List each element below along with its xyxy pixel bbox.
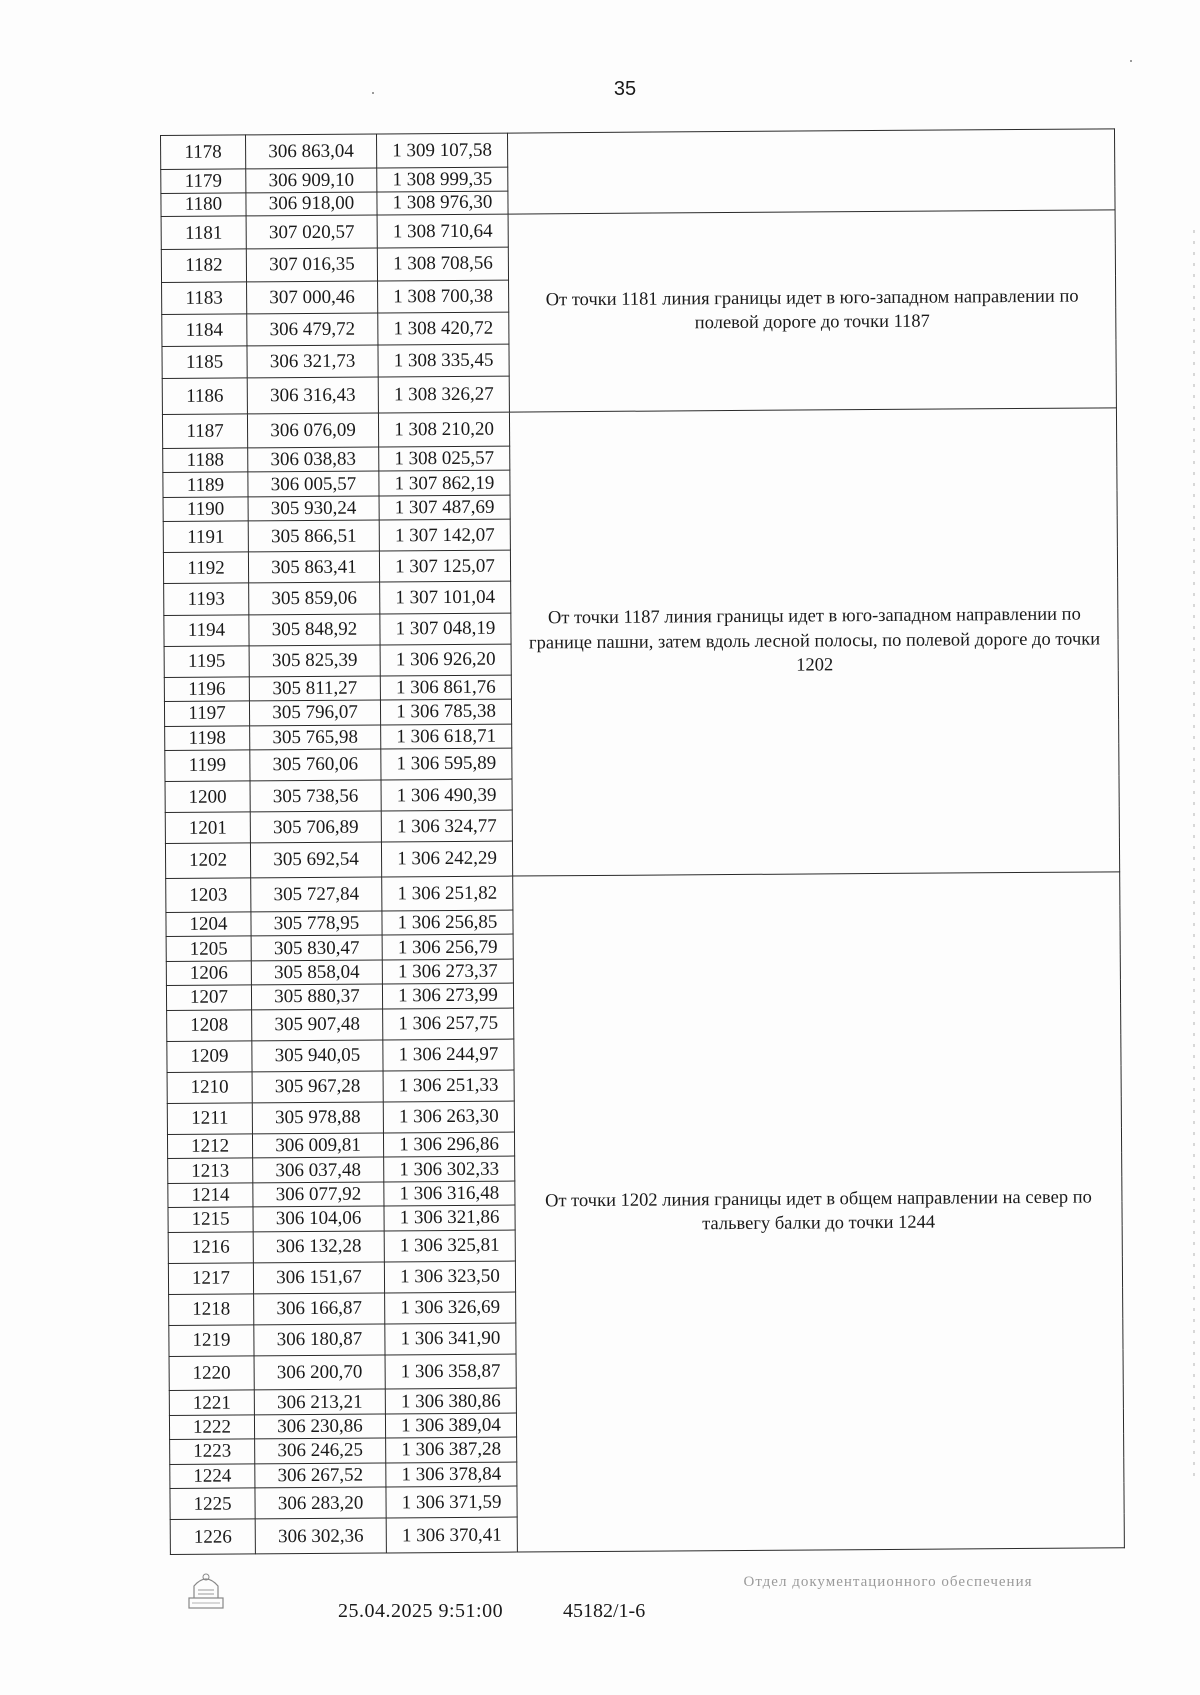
scan-speck bbox=[1130, 60, 1132, 62]
y-coordinate-cell: 1 306 256,85 bbox=[382, 910, 513, 935]
point-number-cell: 1189 bbox=[163, 472, 248, 497]
x-coordinate-cell: 305 863,41 bbox=[248, 551, 379, 583]
point-number-cell: 1192 bbox=[163, 552, 248, 584]
y-coordinate-cell: 1 306 926,20 bbox=[380, 644, 511, 676]
point-number-cell: 1206 bbox=[166, 961, 251, 986]
x-coordinate-cell: 307 020,57 bbox=[246, 215, 377, 249]
y-coordinate-cell: 1 306 595,89 bbox=[381, 748, 512, 780]
y-coordinate-cell: 1 308 335,45 bbox=[378, 344, 509, 377]
y-coordinate-cell: 1 308 999,35 bbox=[377, 167, 508, 191]
x-coordinate-cell: 306 230,86 bbox=[254, 1414, 385, 1439]
point-number-cell: 1185 bbox=[162, 346, 247, 379]
y-coordinate-cell: 1 306 321,86 bbox=[384, 1205, 515, 1230]
point-number-cell: 1187 bbox=[162, 413, 247, 448]
y-coordinate-cell: 1 308 976,30 bbox=[377, 191, 508, 215]
x-coordinate-cell: 306 246,25 bbox=[255, 1438, 386, 1463]
boundary-description-text: От точки 1181 линия границы идет в юго-западном направлении по полевой дороге до точки 1187 bbox=[545, 286, 1079, 334]
x-coordinate-cell: 306 180,87 bbox=[254, 1324, 385, 1356]
y-coordinate-cell: 1 308 210,20 bbox=[378, 412, 509, 447]
boundary-description-cell bbox=[513, 871, 1125, 1552]
x-coordinate-cell: 305 858,04 bbox=[251, 960, 382, 985]
x-coordinate-cell: 306 076,09 bbox=[247, 413, 378, 448]
point-number-cell: 1219 bbox=[169, 1325, 254, 1357]
point-number-cell: 1212 bbox=[167, 1134, 252, 1159]
point-number-cell: 1183 bbox=[162, 281, 247, 314]
y-coordinate-cell: 1 308 326,27 bbox=[378, 376, 509, 412]
x-coordinate-cell: 305 859,06 bbox=[249, 582, 380, 614]
x-coordinate-cell: 305 825,39 bbox=[249, 645, 380, 677]
point-number-cell: 1186 bbox=[162, 378, 247, 414]
point-number-cell: 1214 bbox=[168, 1183, 253, 1208]
x-coordinate-cell: 306 479,72 bbox=[247, 313, 378, 346]
point-number-cell: 1194 bbox=[164, 614, 249, 646]
point-number-cell: 1188 bbox=[163, 448, 248, 473]
x-coordinate-cell: 306 077,92 bbox=[253, 1182, 384, 1207]
y-coordinate-cell: 1 306 341,90 bbox=[385, 1323, 516, 1355]
coordinates-table bbox=[160, 128, 1125, 1555]
x-coordinate-cell: 305 796,07 bbox=[249, 700, 380, 725]
x-coordinate-cell: 306 038,83 bbox=[248, 447, 379, 472]
point-number-cell: 1210 bbox=[167, 1072, 252, 1104]
x-coordinate-cell: 306 166,87 bbox=[254, 1293, 385, 1325]
point-number-cell: 1222 bbox=[169, 1415, 254, 1440]
point-number-cell: 1202 bbox=[165, 843, 250, 878]
point-number-cell: 1196 bbox=[164, 677, 249, 702]
x-coordinate-cell: 305 830,47 bbox=[251, 935, 382, 960]
x-coordinate-cell: 305 866,51 bbox=[248, 520, 379, 552]
x-coordinate-cell: 305 930,24 bbox=[248, 496, 379, 521]
x-coordinate-cell: 306 151,67 bbox=[253, 1262, 384, 1294]
y-coordinate-cell: 1 306 296,86 bbox=[383, 1132, 514, 1157]
x-coordinate-cell: 306 213,21 bbox=[254, 1389, 385, 1414]
y-coordinate-cell: 1 306 242,29 bbox=[381, 841, 512, 876]
point-number-cell: 1211 bbox=[167, 1103, 252, 1135]
y-coordinate-cell: 1 306 325,81 bbox=[384, 1230, 515, 1262]
y-coordinate-cell: 1 306 326,69 bbox=[385, 1292, 516, 1324]
point-number-cell: 1223 bbox=[170, 1439, 255, 1464]
x-coordinate-cell: 305 738,56 bbox=[250, 780, 381, 812]
y-coordinate-cell: 1 306 389,04 bbox=[385, 1413, 516, 1438]
point-number-cell: 1226 bbox=[170, 1519, 255, 1554]
y-coordinate-cell: 1 306 861,76 bbox=[380, 675, 511, 700]
y-coordinate-cell: 1 308 710,64 bbox=[377, 214, 508, 248]
table-row bbox=[166, 871, 1120, 912]
y-coordinate-cell: 1 306 251,33 bbox=[383, 1070, 514, 1102]
point-number-cell: 1197 bbox=[164, 701, 249, 726]
point-number-cell: 1178 bbox=[161, 135, 246, 170]
y-coordinate-cell: 1 306 273,37 bbox=[382, 959, 513, 984]
y-coordinate-cell: 1 306 244,97 bbox=[383, 1039, 514, 1071]
point-number-cell: 1209 bbox=[167, 1041, 252, 1073]
point-number-cell: 1220 bbox=[169, 1356, 254, 1391]
y-coordinate-cell: 1 306 618,71 bbox=[381, 724, 512, 749]
y-coordinate-cell: 1 306 490,39 bbox=[381, 779, 512, 811]
x-coordinate-cell: 306 302,36 bbox=[255, 1518, 386, 1554]
y-coordinate-cell: 1 308 025,57 bbox=[379, 446, 510, 471]
point-number-cell: 1224 bbox=[170, 1464, 255, 1489]
x-coordinate-cell: 306 104,06 bbox=[253, 1206, 384, 1231]
boundary-description-cell bbox=[509, 407, 1119, 875]
point-number-cell: 1199 bbox=[165, 750, 250, 782]
x-coordinate-cell: 306 200,70 bbox=[254, 1355, 385, 1390]
y-coordinate-cell: 1 306 324,77 bbox=[381, 810, 512, 842]
point-number-cell: 1217 bbox=[168, 1263, 253, 1295]
x-coordinate-cell: 306 863,04 bbox=[246, 134, 377, 169]
table-row bbox=[161, 129, 1115, 170]
x-coordinate-cell: 306 316,43 bbox=[247, 377, 378, 413]
x-coordinate-cell: 306 918,00 bbox=[246, 192, 377, 216]
x-coordinate-cell: 305 778,95 bbox=[251, 911, 382, 936]
x-coordinate-cell: 305 706,89 bbox=[250, 811, 381, 843]
y-coordinate-cell: 1 308 700,38 bbox=[378, 280, 509, 313]
point-number-cell: 1195 bbox=[164, 645, 249, 677]
x-coordinate-cell: 306 267,52 bbox=[255, 1463, 386, 1488]
x-coordinate-cell: 306 009,81 bbox=[252, 1133, 383, 1158]
scan-edge-noise bbox=[1193, 230, 1195, 1480]
x-coordinate-cell: 306 132,28 bbox=[253, 1231, 384, 1263]
y-coordinate-cell: 1 306 263,30 bbox=[383, 1101, 514, 1133]
point-number-cell: 1213 bbox=[168, 1158, 253, 1183]
y-coordinate-cell: 1 306 387,28 bbox=[386, 1437, 517, 1462]
y-coordinate-cell: 1 309 107,58 bbox=[376, 133, 507, 168]
x-coordinate-cell: 305 940,05 bbox=[252, 1040, 383, 1072]
point-number-cell: 1201 bbox=[165, 812, 250, 844]
x-coordinate-cell: 307 016,35 bbox=[246, 248, 377, 281]
y-coordinate-cell: 1 306 251,82 bbox=[382, 876, 513, 911]
footer-date: 25.04.2025 9:51:00 bbox=[338, 1600, 504, 1622]
point-number-cell: 1225 bbox=[170, 1488, 255, 1520]
point-number-cell: 1180 bbox=[161, 193, 246, 217]
table-row bbox=[162, 407, 1116, 448]
footer-stamp: Отдел документационного обеспечения bbox=[743, 1574, 1033, 1590]
boundary-description-cell bbox=[508, 210, 1116, 412]
point-number-cell: 1193 bbox=[164, 583, 249, 615]
y-coordinate-cell: 1 308 708,56 bbox=[377, 247, 508, 280]
point-number-cell: 1218 bbox=[169, 1294, 254, 1326]
x-coordinate-cell: 305 880,37 bbox=[251, 984, 382, 1009]
x-coordinate-cell: 305 692,54 bbox=[250, 842, 381, 877]
point-number-cell: 1179 bbox=[161, 169, 246, 193]
y-coordinate-cell: 1 307 048,19 bbox=[380, 613, 511, 645]
y-coordinate-cell: 1 307 125,07 bbox=[379, 550, 510, 582]
x-coordinate-cell: 306 283,20 bbox=[255, 1487, 386, 1519]
point-number-cell: 1191 bbox=[163, 521, 248, 553]
x-coordinate-cell: 305 760,06 bbox=[250, 749, 381, 781]
y-coordinate-cell: 1 306 257,75 bbox=[383, 1008, 514, 1040]
x-coordinate-cell: 305 727,84 bbox=[251, 877, 382, 912]
x-coordinate-cell: 307 000,46 bbox=[247, 281, 378, 314]
point-number-cell: 1198 bbox=[165, 725, 250, 750]
point-number-cell: 1200 bbox=[165, 781, 250, 813]
y-coordinate-cell: 1 306 785,38 bbox=[380, 699, 511, 724]
y-coordinate-cell: 1 307 862,19 bbox=[379, 470, 510, 495]
x-coordinate-cell: 305 811,27 bbox=[249, 676, 380, 701]
page-number: 35 bbox=[613, 78, 637, 100]
x-coordinate-cell: 306 005,57 bbox=[248, 471, 379, 496]
y-coordinate-cell: 1 306 378,84 bbox=[386, 1462, 517, 1487]
boundary-description-text: От точки 1187 линия границы идет в юго-западном направлении по границе пашни, затем вдоль лесной полосы, по полевой дороге до точки 1202 bbox=[528, 605, 1101, 676]
boundary-description-text: От точки 1202 линия границы идет в общем направлении на север по тальвегу балки до точки 1244 bbox=[544, 1187, 1092, 1235]
y-coordinate-cell: 1 306 323,50 bbox=[384, 1261, 515, 1293]
point-number-cell: 1204 bbox=[166, 912, 251, 937]
table-row bbox=[161, 210, 1115, 250]
point-number-cell: 1181 bbox=[161, 216, 246, 250]
x-coordinate-cell: 305 848,92 bbox=[249, 613, 380, 645]
x-coordinate-cell: 305 907,48 bbox=[252, 1009, 383, 1041]
y-coordinate-cell: 1 306 371,59 bbox=[386, 1486, 517, 1518]
boundary-description-text bbox=[520, 169, 1102, 173]
x-coordinate-cell: 306 037,48 bbox=[253, 1157, 384, 1182]
y-coordinate-cell: 1 307 487,69 bbox=[379, 495, 510, 520]
point-number-cell: 1221 bbox=[169, 1390, 254, 1415]
scan-speck bbox=[372, 92, 374, 94]
y-coordinate-cell: 1 306 358,87 bbox=[385, 1354, 516, 1389]
point-number-cell: 1216 bbox=[168, 1232, 253, 1264]
y-coordinate-cell: 1 306 273,99 bbox=[382, 983, 513, 1008]
y-coordinate-cell: 1 307 101,04 bbox=[380, 581, 511, 613]
point-number-cell: 1205 bbox=[166, 936, 251, 961]
y-coordinate-cell: 1 308 420,72 bbox=[378, 312, 509, 345]
y-coordinate-cell: 1 307 142,07 bbox=[379, 519, 510, 551]
point-number-cell: 1190 bbox=[163, 497, 248, 522]
point-number-cell: 1203 bbox=[166, 877, 251, 912]
x-coordinate-cell: 306 909,10 bbox=[246, 168, 377, 192]
x-coordinate-cell: 305 978,88 bbox=[252, 1102, 383, 1134]
boundary-description-cell bbox=[507, 129, 1115, 214]
footer-code: 45182/1-6 bbox=[563, 1600, 646, 1622]
y-coordinate-cell: 1 306 380,86 bbox=[385, 1388, 516, 1413]
point-number-cell: 1207 bbox=[166, 985, 251, 1010]
point-number-cell: 1215 bbox=[168, 1207, 253, 1232]
point-number-cell: 1208 bbox=[167, 1010, 252, 1042]
y-coordinate-cell: 1 306 316,48 bbox=[384, 1181, 515, 1206]
coat-of-arms-icon bbox=[186, 1568, 226, 1612]
x-coordinate-cell: 305 967,28 bbox=[252, 1071, 383, 1103]
point-number-cell: 1184 bbox=[162, 314, 247, 347]
y-coordinate-cell: 1 306 302,33 bbox=[384, 1156, 515, 1181]
y-coordinate-cell: 1 306 256,79 bbox=[382, 934, 513, 959]
x-coordinate-cell: 305 765,98 bbox=[250, 724, 381, 749]
point-number-cell: 1182 bbox=[161, 249, 246, 282]
y-coordinate-cell: 1 306 370,41 bbox=[386, 1517, 517, 1553]
x-coordinate-cell: 306 321,73 bbox=[247, 345, 378, 378]
